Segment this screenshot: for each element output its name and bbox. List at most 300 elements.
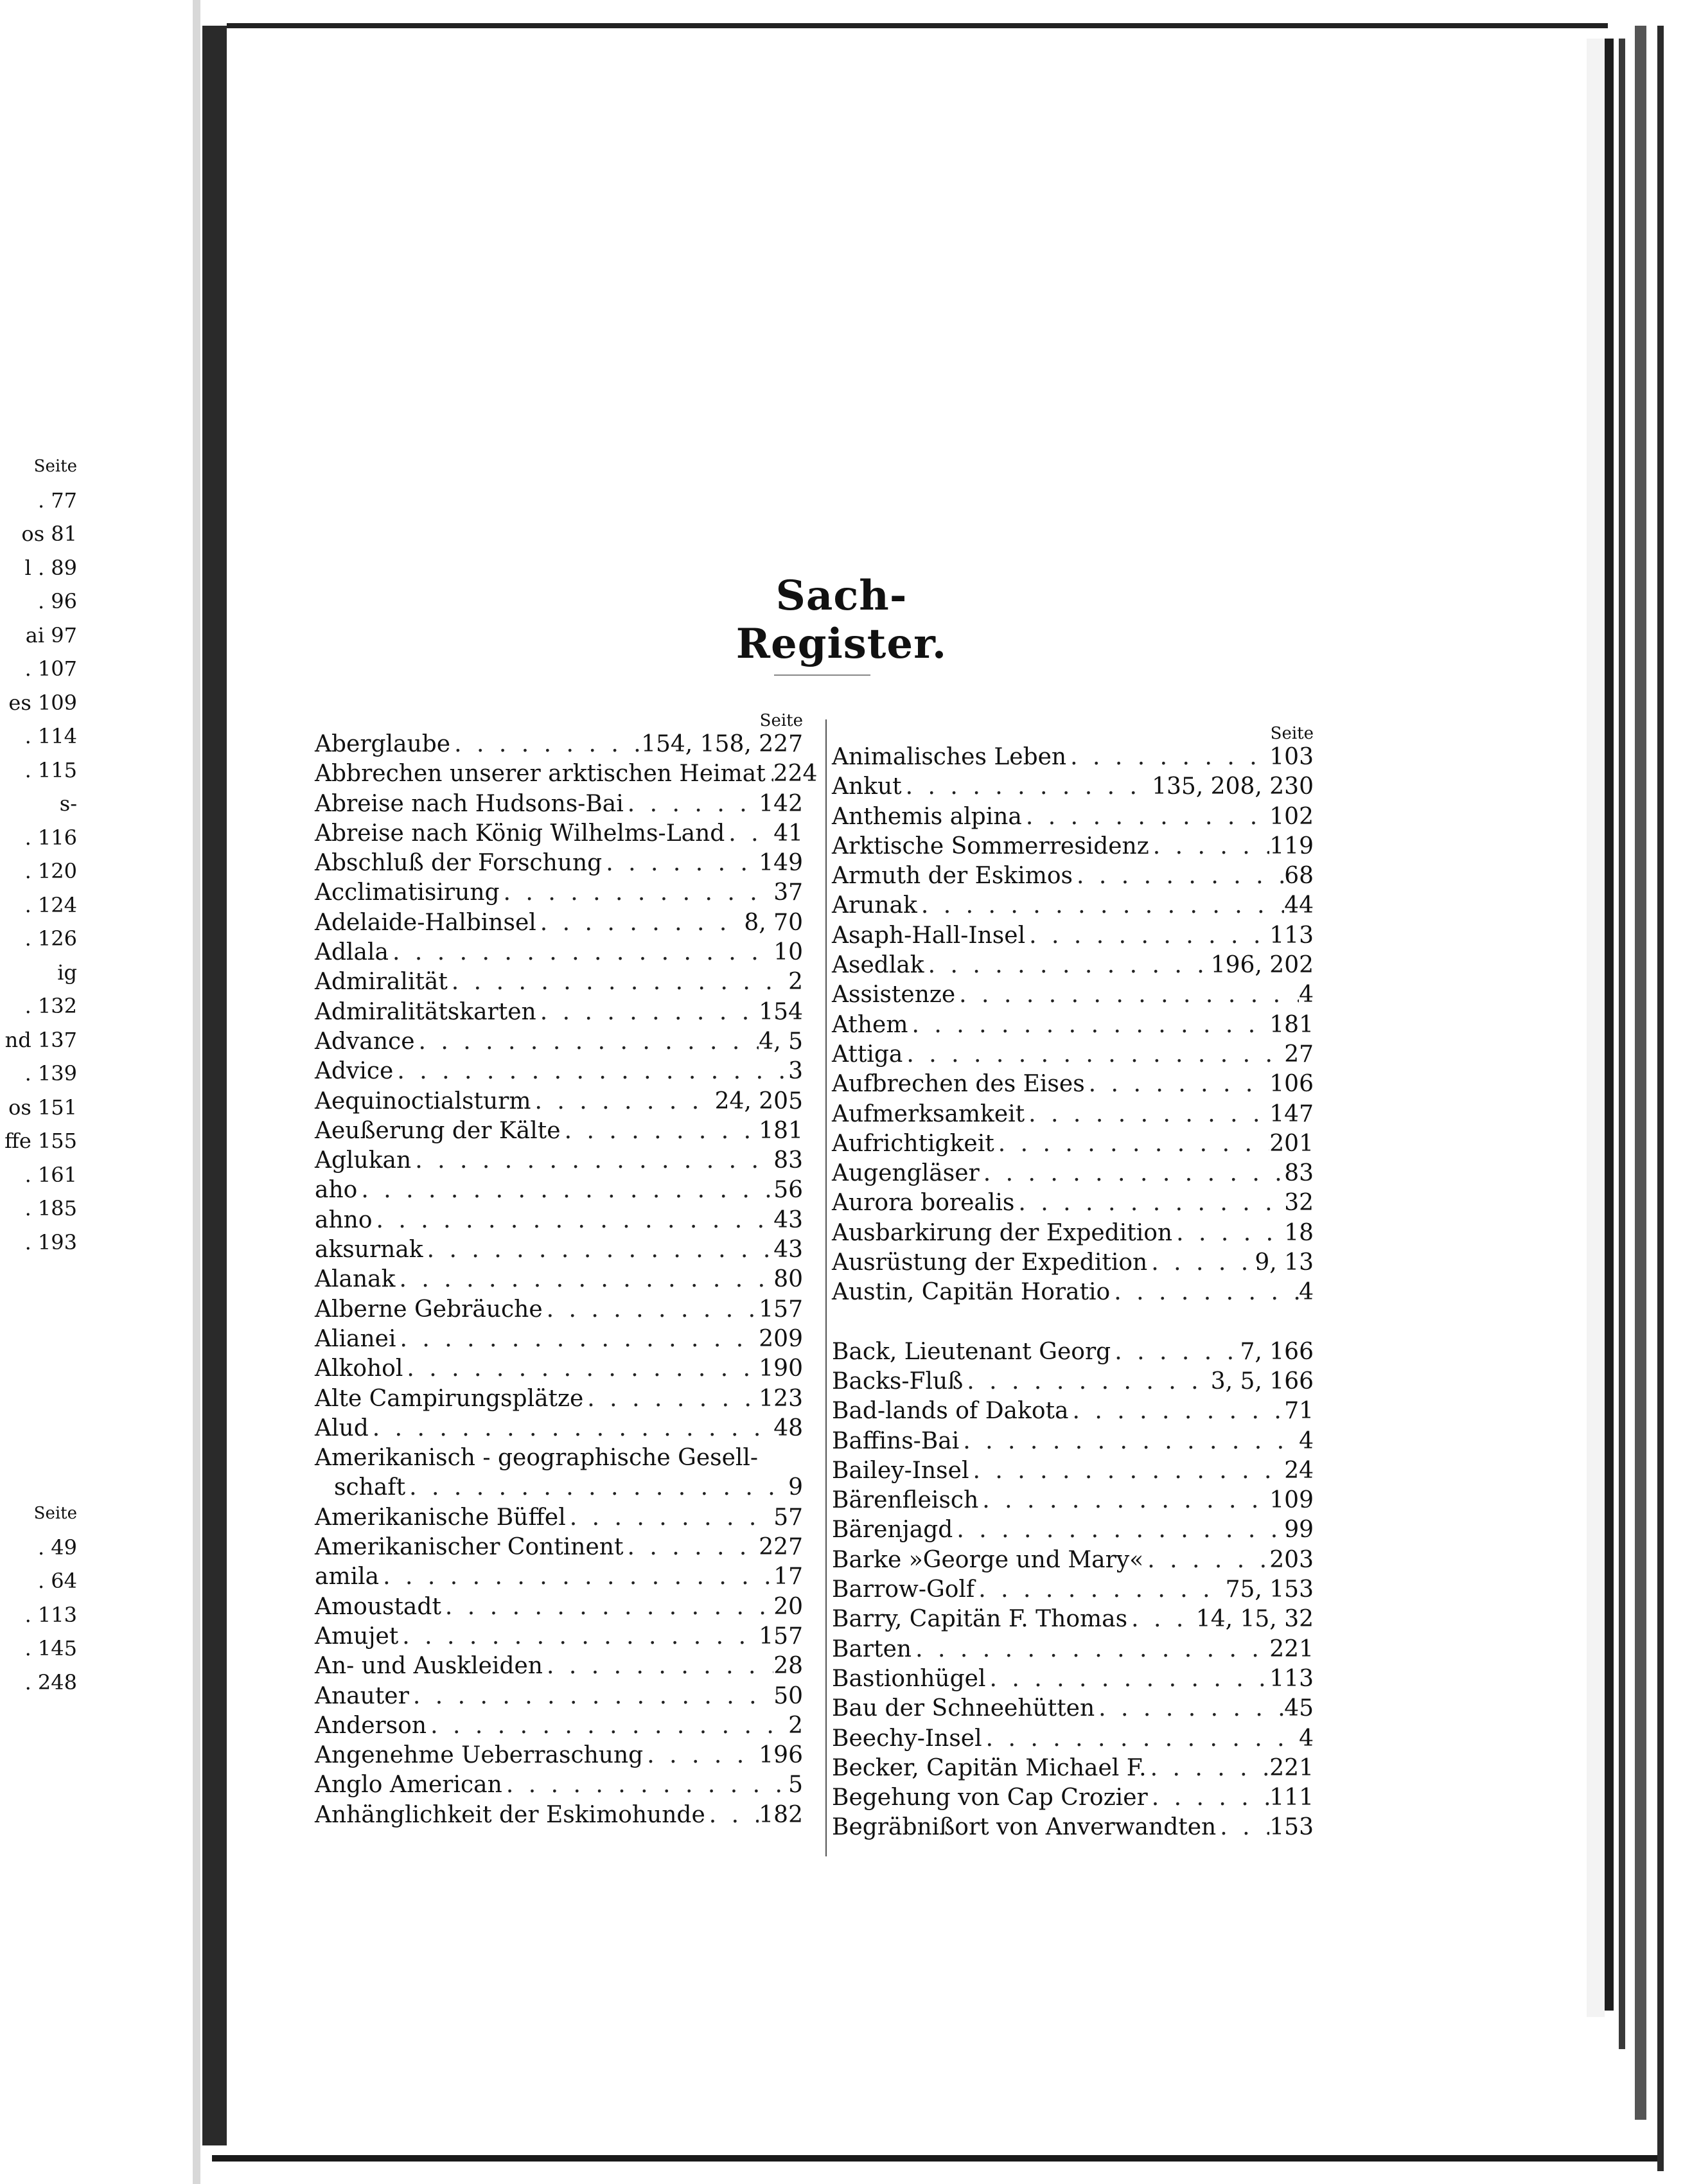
entry-term: Bad-lands of Dakota — [832, 1398, 1069, 1425]
index-entry — [315, 1622, 803, 1651]
entry-term: Ausrüstung der Expedition — [832, 1249, 1148, 1276]
fragment-row: . 115 — [24, 757, 77, 782]
leader-dots — [982, 1724, 1299, 1754]
fragment-row: . 120 — [24, 859, 77, 883]
entry-term: Barten — [832, 1635, 912, 1662]
entry-pages: 154 — [759, 998, 803, 1025]
index-entry — [315, 908, 803, 938]
entry-term: Attiga — [832, 1041, 903, 1068]
leader-dots — [1085, 1070, 1270, 1099]
leader-dots — [531, 1087, 715, 1116]
leader-dots — [643, 1741, 759, 1770]
leader-dots — [766, 759, 773, 789]
leader-dots — [1066, 743, 1269, 772]
index-entry — [315, 1801, 803, 1830]
leader-dots — [1025, 921, 1269, 951]
index-entry — [315, 1027, 803, 1057]
index-entry — [832, 1010, 1314, 1040]
index-entry — [315, 998, 803, 1027]
index-entry — [315, 1295, 803, 1325]
page-edge-right — [1635, 26, 1646, 2120]
entry-pages: 32 — [1284, 1190, 1314, 1217]
page-edge-right — [1657, 26, 1664, 2171]
entry-pages: 203 — [1269, 1546, 1314, 1573]
entry-term: Beechy-Insel — [832, 1725, 982, 1752]
entry-term: Back, Lieutenant Georg — [832, 1338, 1111, 1365]
entry-pages: 24, 205 — [714, 1088, 803, 1114]
entry-term: An- und Auskleiden — [315, 1653, 543, 1680]
entry-pages: 4 — [1299, 1279, 1314, 1306]
entry-term: Admiralität — [315, 969, 448, 996]
fragment-row: . 161 — [24, 1162, 77, 1187]
previous-page-fragment-bottom — [0, 1497, 77, 1699]
fragment-row: . 193 — [24, 1229, 77, 1255]
fragment-row: nd 137 — [4, 1027, 77, 1052]
index-entry — [315, 1325, 803, 1354]
fragment-row: es 109 — [8, 690, 77, 715]
entry-pages: 17 — [773, 1563, 803, 1590]
entry-term: Bärenfleisch — [832, 1487, 979, 1514]
entry-term: Aufrichtigkeit — [832, 1130, 994, 1157]
entry-pages: 43 — [773, 1237, 803, 1264]
leader-dots — [1172, 1219, 1284, 1248]
entry-pages: 190 — [759, 1355, 803, 1382]
index-entry — [832, 1427, 1314, 1456]
fragment-row: os 151 — [8, 1095, 77, 1120]
entry-term: Augengläser — [832, 1160, 980, 1187]
entry-pages: 68 — [1284, 863, 1314, 890]
entry-term: Advance — [315, 1028, 415, 1055]
leader-dots — [980, 1159, 1284, 1188]
entry-term: amila — [315, 1563, 380, 1590]
entry-pages: 111 — [1269, 1784, 1314, 1811]
entry-pages: 28 — [773, 1653, 803, 1680]
page-edge-margin — [1587, 39, 1605, 2017]
leader-dots — [1111, 1337, 1240, 1367]
entry-term: Animalisches Leben — [832, 744, 1067, 770]
index-entry — [832, 1248, 1314, 1278]
entry-term: Advice — [315, 1058, 394, 1085]
index-entry — [832, 1546, 1314, 1575]
index-entry — [315, 1206, 803, 1235]
index-entry — [832, 1605, 1314, 1634]
index-entry — [832, 1129, 1314, 1159]
entry-term: Bastionhügel — [832, 1665, 986, 1692]
index-entry — [832, 1754, 1314, 1783]
fragment-row: . 113 — [24, 1602, 77, 1627]
entry-term: Begräbnißort von Anverwandten — [832, 1814, 1217, 1841]
leader-dots — [1068, 1396, 1284, 1426]
leader-dots — [1216, 1813, 1269, 1842]
entry-pages: 83 — [773, 1147, 803, 1174]
entry-pages: 80 — [773, 1266, 803, 1293]
leader-dots — [415, 1027, 759, 1057]
index-entry — [315, 1682, 803, 1711]
index-entry — [832, 1100, 1314, 1129]
entry-term: Aberglaube — [315, 731, 451, 757]
entry-pages: 44 — [1284, 892, 1314, 919]
entry-term: Ausbarkirung der Expedition — [832, 1219, 1173, 1246]
leader-dots — [705, 1801, 759, 1830]
entry-pages: 221 — [1269, 1635, 1314, 1662]
entry-term: Anauter — [315, 1682, 409, 1709]
entry-term: Anhänglichkeit der Eskimohunde — [315, 1801, 705, 1828]
entry-pages: 201 — [1269, 1130, 1314, 1157]
entry-pages: 9 — [788, 1474, 803, 1501]
entry-pages: 113 — [1269, 1665, 1314, 1692]
index-entry — [315, 849, 803, 878]
entry-term: Aglukan — [315, 1147, 412, 1174]
entry-term: Abbrechen unserer arktischen Heimat — [315, 761, 766, 788]
entry-pages: 27 — [1284, 1041, 1314, 1068]
entry-pages: 83 — [1284, 1160, 1314, 1187]
entry-pages: 123 — [759, 1385, 803, 1412]
entry-term: Becker, Capitän Michael F. — [832, 1754, 1147, 1781]
entry-pages: 7, 166 — [1240, 1338, 1314, 1365]
entry-pages: 5 — [788, 1772, 803, 1799]
index-entry — [315, 1770, 803, 1800]
leader-dots — [543, 1651, 773, 1681]
leader-dots — [959, 1427, 1299, 1456]
leader-dots — [395, 1265, 773, 1294]
entry-pages: 37 — [773, 879, 803, 906]
entry-term: Aequinoctialsturm — [315, 1088, 531, 1114]
fragment-rows — [0, 1531, 77, 1700]
entry-pages: 157 — [759, 1623, 803, 1650]
leader-dots — [502, 1770, 788, 1800]
entry-pages: 48 — [773, 1414, 803, 1441]
entry-pages: 2 — [788, 1712, 803, 1739]
leader-dots — [1127, 1605, 1196, 1634]
index-entry — [832, 1515, 1314, 1545]
entry-term: aksurnak — [315, 1237, 423, 1264]
entry-pages: 20 — [773, 1593, 803, 1620]
leader-dots — [955, 980, 1299, 1010]
index-entry — [832, 1219, 1314, 1248]
leader-dots — [379, 1562, 773, 1592]
leader-dots — [369, 1414, 773, 1443]
entry-term: Alanak — [315, 1266, 396, 1293]
leader-dots — [448, 967, 788, 997]
leader-dots — [1025, 1100, 1269, 1129]
entry-term: Amoustadt — [315, 1593, 441, 1620]
leader-dots — [912, 1635, 1269, 1664]
entry-pages: 45 — [1284, 1695, 1314, 1722]
leader-dots — [963, 1367, 1210, 1396]
entry-pages: 113 — [1269, 922, 1314, 949]
page-edge-top — [227, 23, 1608, 28]
leader-dots — [423, 1235, 774, 1265]
entry-term: Bau der Schneehütten — [832, 1695, 1095, 1722]
fragment-row: . 132 — [24, 994, 77, 1018]
leader-dots — [450, 730, 641, 759]
entry-term: Acclimatisirung — [315, 879, 500, 906]
index-list — [315, 730, 818, 1830]
leader-dots — [389, 938, 773, 967]
entry-term: Angenehme Ueberraschung — [315, 1742, 644, 1769]
index-entry — [832, 1724, 1314, 1754]
leader-dots — [1148, 1783, 1270, 1813]
leader-dots — [411, 1146, 773, 1176]
index-entry — [315, 1473, 803, 1502]
entry-term: Barry, Capitän F. Thomas — [832, 1606, 1128, 1633]
entry-pages: 4 — [1299, 1427, 1314, 1454]
leader-dots — [543, 1295, 759, 1325]
column-divider — [825, 719, 827, 1856]
section-gap — [832, 1308, 1314, 1337]
index-entry — [832, 1635, 1314, 1664]
leader-dots — [974, 1575, 1225, 1605]
index-entry — [315, 1651, 803, 1681]
index-entry — [832, 1367, 1314, 1396]
index-entry — [315, 1592, 803, 1622]
entry-term: Baffins-Bai — [832, 1427, 960, 1454]
entry-pages: 43 — [773, 1206, 803, 1233]
index-entry — [832, 1188, 1314, 1218]
index-entry — [832, 951, 1314, 980]
entry-term: aho — [315, 1177, 358, 1204]
leader-dots — [902, 772, 1152, 802]
index-entry — [315, 789, 803, 819]
entry-pages: 109 — [1269, 1487, 1314, 1514]
leader-dots — [405, 1473, 788, 1502]
leader-dots — [500, 878, 774, 908]
leader-dots — [441, 1592, 773, 1622]
entry-pages: 224 — [773, 761, 818, 788]
index-entry — [315, 878, 803, 908]
entry-pages: 41 — [773, 820, 803, 847]
index-entry — [315, 1562, 803, 1592]
index-entry — [315, 759, 818, 789]
entry-pages: 135, 208, 230 — [1152, 773, 1314, 800]
fragment-row: . 107 — [24, 656, 77, 681]
index-entry — [315, 1235, 803, 1265]
index-entry — [315, 1057, 803, 1086]
entry-term: Anthemis alpina — [832, 803, 1022, 830]
index-entry — [832, 1575, 1314, 1605]
entry-pages: 102 — [1269, 803, 1314, 830]
index-entry — [315, 1354, 803, 1384]
leader-dots — [1073, 861, 1284, 891]
index-entry — [315, 819, 803, 849]
leader-dots — [624, 789, 759, 819]
entry-term: Aufbrechen des Eises — [832, 1071, 1085, 1098]
entry-pages: 75, 153 — [1225, 1576, 1314, 1603]
entry-term: Barrow-Golf — [832, 1576, 975, 1603]
index-entry — [832, 743, 1314, 772]
leader-dots — [953, 1515, 1284, 1545]
entry-term: Amerikanisch - geographische Gesell- — [315, 1445, 759, 1472]
entry-pages: 157 — [759, 1296, 803, 1323]
leader-dots — [409, 1682, 773, 1711]
entry-pages: 71 — [1284, 1398, 1314, 1425]
title-rule — [774, 674, 870, 676]
entry-term: Admiralitätskarten — [315, 998, 536, 1025]
entry-term: Begehung von Cap Crozier — [832, 1784, 1148, 1811]
entry-term: Arunak — [832, 892, 917, 919]
index-entry — [832, 1486, 1314, 1515]
leader-dots — [994, 1129, 1270, 1159]
index-entry — [315, 1533, 803, 1562]
page-title: Sach-Register. — [736, 572, 947, 668]
fragment-row: . 248 — [24, 1669, 77, 1695]
index-entry — [832, 1040, 1314, 1070]
index-entry — [832, 1456, 1314, 1486]
fragment-rows — [0, 484, 77, 1260]
index-entry — [832, 1813, 1314, 1842]
fragment-row: ig — [57, 960, 77, 985]
entry-pages: 103 — [1269, 744, 1314, 770]
entry-pages: 56 — [773, 1177, 803, 1204]
fragment-row: . 96 — [37, 589, 77, 613]
index-entry — [315, 1384, 803, 1414]
entry-pages: 227 — [759, 1534, 803, 1561]
leader-dots — [1149, 832, 1270, 861]
entry-term: Aeußerung der Kälte — [315, 1117, 561, 1144]
index-entry — [315, 1116, 803, 1146]
leader-dots — [357, 1176, 773, 1205]
fragment-row: l . 89 — [24, 555, 77, 580]
entry-pages: 57 — [773, 1504, 803, 1531]
leader-dots — [403, 1354, 759, 1384]
entry-term: Alte Campirungsplätze — [315, 1385, 584, 1412]
leader-dots — [583, 1384, 759, 1414]
index-entry — [832, 1278, 1314, 1307]
entry-term: Arktische Sommerresidenz — [832, 832, 1149, 859]
seite-header: Seite — [759, 711, 803, 730]
entry-term: schaft — [334, 1474, 406, 1501]
entry-term: Bailey-Insel — [832, 1457, 969, 1484]
index-entry — [832, 1337, 1314, 1367]
leader-dots — [1110, 1278, 1299, 1307]
entry-term: Amerikanischer Continent — [315, 1534, 624, 1561]
fragment-row: . 145 — [24, 1636, 77, 1660]
entry-term: Asaph-Hall-Insel — [832, 922, 1026, 949]
index-entry — [832, 1664, 1314, 1694]
entry-term: Assistenze — [832, 982, 956, 1008]
entry-pages: 182 — [759, 1801, 803, 1828]
leader-dots — [1143, 1546, 1269, 1575]
fragment-row: . 116 — [24, 825, 77, 850]
index-entry — [315, 1146, 803, 1176]
leader-dots — [978, 1486, 1269, 1515]
fragment-row: . 114 — [24, 724, 77, 748]
entry-term: Amerikanische Büffel — [315, 1504, 566, 1531]
entry-term: Alkohol — [315, 1355, 403, 1382]
leader-dots — [985, 1664, 1269, 1694]
entry-term: Amujet — [315, 1623, 399, 1650]
leader-dots — [903, 1040, 1284, 1070]
index-entry — [832, 861, 1314, 891]
entry-pages: 10 — [773, 939, 803, 966]
leader-dots — [1147, 1248, 1255, 1278]
entry-pages: 3 — [788, 1058, 803, 1085]
fragment-row: . 139 — [24, 1061, 77, 1086]
entry-pages: 18 — [1284, 1219, 1314, 1246]
fragment-row: ai 97 — [25, 622, 77, 647]
index-entry — [315, 1414, 803, 1443]
leader-dots — [536, 998, 759, 1027]
fragment-row: s- — [59, 791, 77, 816]
index-entry — [315, 730, 803, 759]
entry-term: Barke »George und Mary« — [832, 1546, 1144, 1573]
entry-pages: 8, 70 — [744, 909, 803, 936]
index-entry — [315, 938, 803, 967]
leader-dots — [908, 1010, 1269, 1040]
leader-dots — [393, 1057, 788, 1086]
fragment-row: . 124 — [24, 892, 77, 917]
leader-dots — [623, 1533, 759, 1562]
entry-term: Armuth der Eskimos — [832, 863, 1073, 890]
leader-dots — [1022, 802, 1269, 832]
leader-dots — [924, 951, 1211, 980]
entry-term: Aufmerksamkeit — [832, 1100, 1025, 1127]
entry-term: Anglo American — [315, 1772, 502, 1799]
entry-term: Alberne Gebräuche — [315, 1296, 543, 1323]
fragment-row: ffe 155 — [4, 1129, 77, 1153]
leader-dots — [373, 1206, 774, 1235]
leader-dots — [398, 1622, 759, 1651]
index-column-left — [315, 711, 818, 1830]
index-entry — [315, 1741, 803, 1770]
leader-dots — [561, 1116, 759, 1146]
entry-pages: 153 — [1269, 1814, 1314, 1841]
index-entry — [832, 1159, 1314, 1188]
entry-pages: 147 — [1269, 1100, 1314, 1127]
index-entry — [832, 1694, 1314, 1723]
page-edge-right — [1619, 39, 1625, 2049]
entry-pages: 50 — [773, 1682, 803, 1709]
leader-dots — [725, 819, 773, 849]
entry-term: Abreise nach Hudsons-Bai — [315, 790, 624, 817]
seite-header: Seite — [33, 1504, 77, 1523]
entry-term: Adelaide-Halbinsel — [315, 909, 536, 936]
index-entry — [832, 1396, 1314, 1426]
entry-pages: 106 — [1269, 1071, 1314, 1098]
index-entry — [315, 1711, 803, 1741]
index-entry — [832, 921, 1314, 951]
leader-dots — [566, 1503, 773, 1533]
binding-shadow — [193, 0, 200, 2184]
index-column-right — [832, 725, 1314, 1843]
entry-term: Backs-Fluß — [832, 1368, 964, 1395]
index-entry — [832, 832, 1314, 861]
fragment-row: os 81 — [21, 522, 77, 546]
page-edge-bottom — [212, 2155, 1657, 2162]
index-entry — [315, 1265, 803, 1294]
entry-term: Asedlak — [832, 952, 924, 979]
entry-term: Abschluß der Forschung — [315, 850, 603, 877]
index-entry — [832, 802, 1314, 832]
page-gutter — [202, 26, 227, 2145]
index-entry — [315, 1176, 803, 1205]
entry-term: ahno — [315, 1206, 373, 1233]
entry-pages: 154, 158, 227 — [641, 731, 803, 757]
leader-dots — [1095, 1694, 1284, 1723]
entry-term: Alianei — [315, 1325, 396, 1352]
entry-pages: 9, 13 — [1255, 1249, 1314, 1276]
leader-dots — [1014, 1188, 1284, 1218]
entry-term: Aurora borealis — [832, 1190, 1015, 1217]
entry-term: Austin, Capitän Horatio — [832, 1279, 1111, 1306]
entry-pages: 181 — [1269, 1011, 1314, 1038]
entry-term: Adlala — [315, 939, 389, 966]
leader-dots — [427, 1711, 788, 1741]
index-entry — [832, 891, 1314, 920]
entry-term: Alud — [315, 1414, 369, 1441]
entry-pages: 209 — [759, 1325, 803, 1352]
index-list — [832, 743, 1314, 1843]
